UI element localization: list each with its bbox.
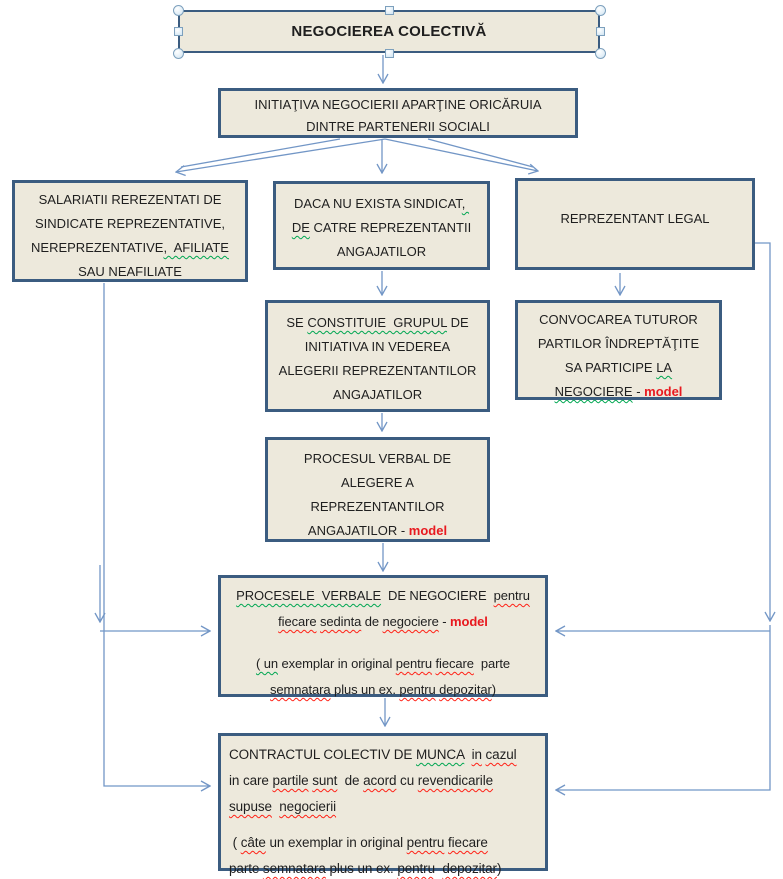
text-segment	[464, 747, 471, 762]
text-segment: NEREPREZENTATIVE	[31, 240, 164, 255]
shape-grup-initiativa[interactable]	[265, 300, 490, 412]
text-line	[221, 677, 545, 703]
text-segment: negociere	[382, 614, 439, 629]
text-segment: PARTILOR ÎNDREPTĂŢITE	[537, 336, 700, 351]
selection-handle-top-left[interactable]	[173, 5, 184, 16]
text-line	[276, 216, 487, 240]
text-segment: fiecare	[278, 614, 317, 629]
text-segment: pentru	[399, 682, 436, 697]
text-segment: SALARIATII REREZENTATI DE	[38, 192, 222, 207]
text-segment: câte	[240, 835, 266, 850]
text-segment: SINDICATE REPREZENTATIVE,	[35, 216, 225, 231]
text-segment: pentru	[406, 835, 445, 850]
text-line	[15, 236, 245, 260]
text-line	[15, 260, 245, 284]
text-line	[518, 207, 752, 231]
text-segment: -	[438, 614, 451, 629]
text-segment: un exemplar in original	[265, 835, 407, 850]
text-line	[268, 519, 487, 543]
selection-handle-bottom-right[interactable]	[595, 48, 606, 59]
selection-handle-bottom[interactable]	[385, 49, 394, 58]
text-segment: in care	[229, 773, 273, 788]
text-segment: depozitar	[442, 861, 497, 876]
text-segment: plus un ex.	[330, 682, 400, 697]
text-segment: ANGAJATILOR	[332, 387, 423, 402]
text-line	[221, 583, 545, 609]
text-segment: , AFILIATE	[163, 240, 229, 255]
text-segment: NEGOCIERE	[554, 384, 633, 399]
text-line	[268, 335, 487, 359]
text-line	[518, 332, 719, 356]
selection-handle-right[interactable]	[596, 27, 605, 36]
text-segment: REPREZENTANTILOR	[310, 499, 445, 514]
shape-procesul-verbal-alegere[interactable]	[265, 437, 490, 542]
text-segment: de	[337, 773, 364, 788]
text-segment: pentru	[397, 861, 435, 876]
text-segment: depozitar	[439, 682, 492, 697]
text-line	[221, 651, 545, 677]
text-segment: fiecare	[448, 835, 488, 850]
text-segment: acord	[363, 773, 397, 788]
text-segment: parte	[473, 656, 511, 671]
text-segment: PROCESELE VERBALE	[236, 588, 382, 603]
selection-handle-bottom-left[interactable]	[173, 48, 184, 59]
text-segment: semnatara	[270, 682, 331, 697]
text-segment: )	[491, 682, 496, 697]
text-segment: exemplar in original	[278, 656, 396, 671]
text-line	[229, 768, 539, 794]
text-segment: PROCESUL VERBAL DE	[303, 451, 452, 466]
text-segment: (	[229, 835, 241, 850]
text-segment: SE	[286, 315, 308, 330]
text-segment: CONTRACTUL COLECTIV DE	[229, 747, 416, 762]
text-segment: ( un	[255, 656, 278, 671]
text-segment: ,	[461, 196, 470, 211]
text-line	[268, 447, 487, 471]
text-line	[518, 308, 719, 332]
text-segment: ALEGERII REPREZENTANTILOR	[278, 363, 477, 378]
shape-convocarea-partilor[interactable]	[515, 300, 722, 400]
text-segment: parte	[229, 861, 263, 876]
text-line	[15, 212, 245, 236]
text-line	[229, 856, 539, 879]
model-label: model	[644, 384, 683, 399]
text-segment: cazul	[485, 747, 517, 762]
text-segment: sedinta	[320, 614, 362, 629]
text-line	[276, 192, 487, 216]
text-segment: DINTRE PARTENERII SOCIALI	[306, 119, 490, 134]
selection-handle-top[interactable]	[385, 6, 394, 15]
shape-procesele-verbale-negociere[interactable]	[218, 575, 548, 697]
shape-negocierea-colectiva[interactable]	[178, 10, 600, 53]
text-line	[268, 471, 487, 495]
text-line	[221, 635, 545, 651]
text-segment: REPREZENTANT LEGAL	[560, 211, 710, 226]
text-segment: INITIAŢIVA NEGOCIERII APARŢINE ORICĂRUIA	[254, 97, 542, 112]
text-segment: CATRE REPREZENTANTII	[309, 220, 472, 235]
text-segment: plus un ex.	[325, 861, 398, 876]
text-segment: CONVOCAREA TUTUROR	[539, 312, 698, 327]
text-segment: CONSTITUIE GRUPUL	[307, 315, 447, 330]
shape-contractul-colectiv-munca[interactable]	[218, 733, 548, 876]
text-segment: SA PARTICIPE	[564, 360, 657, 375]
text-line	[276, 240, 487, 264]
text-segment: pentru	[395, 656, 433, 671]
text-line	[229, 830, 539, 856]
text-segment: DE	[446, 315, 469, 330]
text-line	[268, 383, 487, 407]
text-line	[221, 609, 545, 635]
selection-handle-top-right[interactable]	[595, 5, 606, 16]
text-segment: sunt	[312, 773, 338, 788]
text-segment: partile	[272, 773, 309, 788]
text-segment: fiecare	[435, 656, 474, 671]
text-line	[268, 311, 487, 335]
text-segment: LA	[656, 360, 673, 375]
text-segment: MUNCA	[415, 747, 465, 762]
text-segment: INITIATIVA IN VEDEREA	[304, 339, 451, 354]
text-segment: de	[361, 614, 383, 629]
shape-reprezentant-legal[interactable]	[515, 178, 755, 270]
text-line	[268, 359, 487, 383]
shape-initiativa-negocierii[interactable]	[218, 88, 578, 138]
text-line	[229, 794, 539, 820]
text-segment: )	[496, 861, 502, 876]
text-line	[229, 820, 539, 830]
text-line	[221, 94, 575, 116]
text-segment: ANGAJATILOR -	[307, 523, 409, 538]
text-segment: cu	[396, 773, 418, 788]
text-line	[518, 380, 719, 404]
model-label: model	[450, 614, 488, 629]
text-line	[15, 188, 245, 212]
text-line	[518, 356, 719, 380]
text-segment: -	[632, 384, 645, 399]
text-line	[229, 742, 539, 768]
text-segment: supuse	[229, 799, 272, 814]
selection-handle-left[interactable]	[174, 27, 183, 36]
text-segment: DACA NU EXISTA SINDICAT	[293, 196, 462, 211]
title-text: NEGOCIEREA COLECTIVĂ	[291, 23, 487, 40]
shape-daca-nu-exista-sindicat[interactable]	[273, 181, 490, 270]
text-segment: in	[471, 747, 482, 762]
text-segment: semnatara	[262, 861, 326, 876]
text-segment: SAU NEAFILIATE	[78, 264, 182, 279]
text-segment: negocierii	[279, 799, 337, 814]
text-segment: pentru	[493, 588, 530, 603]
text-line	[268, 495, 487, 519]
text-segment: ALEGERE A	[341, 475, 414, 490]
text-line	[221, 116, 575, 138]
shape-salariatii-reprezentati[interactable]	[12, 180, 248, 282]
text-segment: DE	[291, 220, 310, 235]
model-label: model	[408, 523, 448, 538]
text-segment: DE NEGOCIERE	[381, 588, 494, 603]
text-segment: revendicarile	[417, 773, 494, 788]
text-segment: ANGAJATILOR	[336, 244, 427, 259]
